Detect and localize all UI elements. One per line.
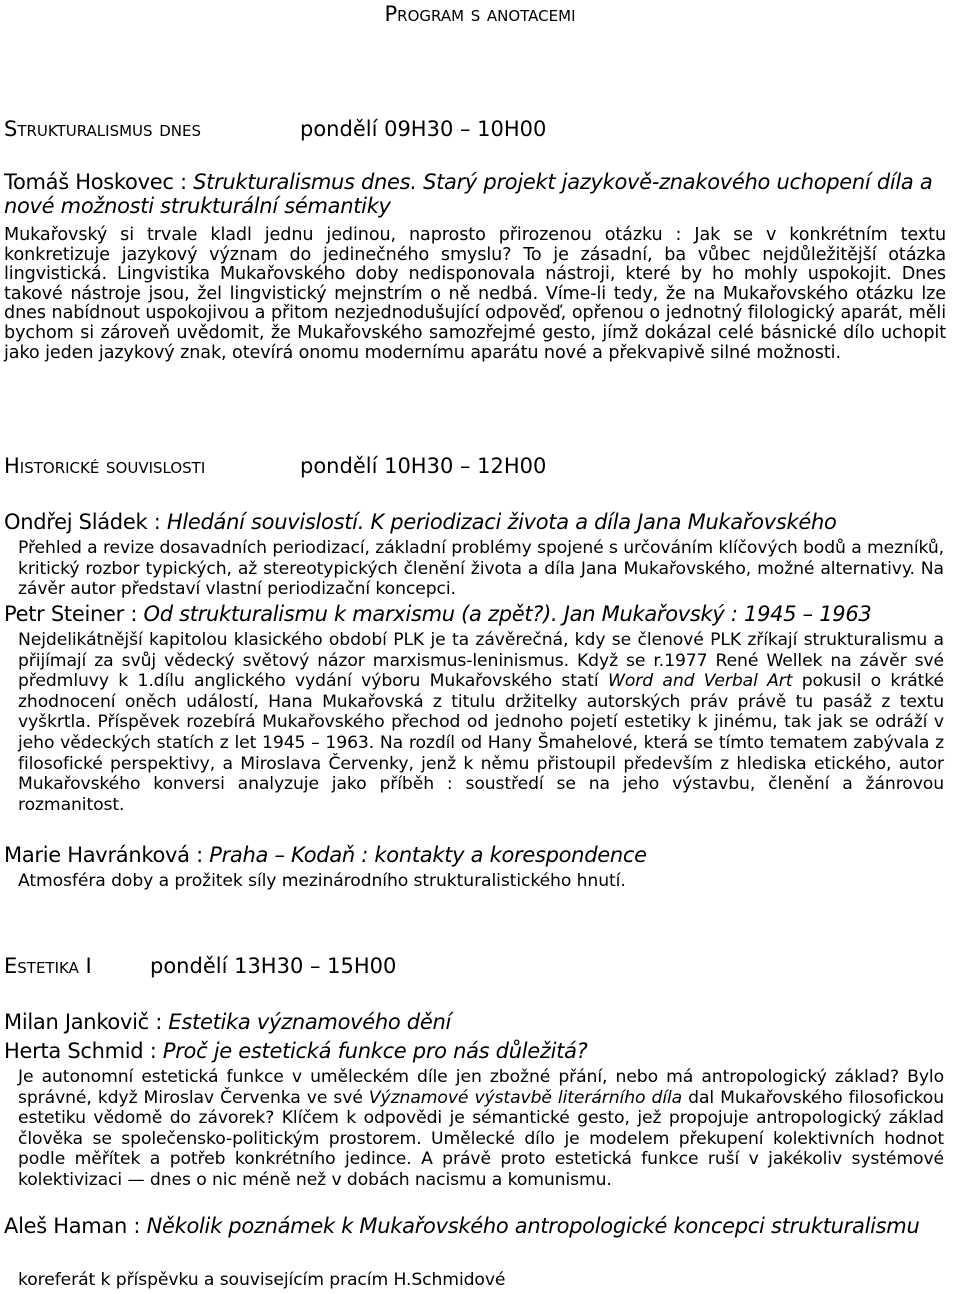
abstract-text: pokusil o krátké zhodnocení oněch událostí, Hana Mukařovská z titulu držitelky autorských práv právě tu pasáž z textu vyškrtla. Příspěvek rozebírá Mukařovského přechod od jednoho pojetí estetiky k jinému, tak jak se odráží v jeho vědeckých statích z let 1945 – 1963. Na rozdíl od Hany Šmahelové, která se tímto tematem zabývala z filosofické perspektivy, a Miroslava Červenky, jenž k němu přistoupil především z hlediska etického, autor Mukařovského konversi analyzuje jako příběh : soustředí se na jeho výstavbu, členění a žánrovou rozmanitost.	[18, 671, 944, 815]
talk-title: Estetika významového dění	[168, 1010, 451, 1034]
talk-title: Proč je estetická funkce pro nás důležitá?	[162, 1039, 588, 1063]
talk-title: Hledání souvislostí. K periodizaci života a díla Jana Mukařovského	[166, 510, 837, 534]
talk-speaker: Ondřej Sládek :	[4, 510, 167, 534]
section-time: pondělí 13H30 – 15H00	[150, 954, 397, 978]
section-time: pondělí 10H30 – 12H00	[300, 454, 547, 478]
section-heading-historicke-souvislosti	[4, 453, 547, 479]
section-name: Historické souvislosti	[4, 454, 206, 478]
talk-abstract-hoskovec: Mukařovský si trvale kladl jednu jedinou, naprosto přirozenou otázku : Jak se v konkrétním textu konkretizuje jazykový význam do jedinečného smyslu? To je zásadní, ba vůbec nejdůležitější otázka lingvistická. Lingvistika Mukařovského doby nedisponovala nástroji, které by ho mohly uspokojit. Dnes takové nástroje jsou, žel lingvistický mejnstrím o ně nedbá. Víme-li tedy, že na Mukařovského otázku lze dnes nabídnout uspokojivou a přitom nezjednodušující odpověď, opřenou o jednotný filologický aparát, měli bychom si zároveň uvědomit, že Mukařovského samozřejmé gesto, jímž dokázal celé básnické dílo uchopit jako jeden jazykový znak, otevírá onomu modernímu aparátu nové a překvapivě silné možnosti.	[4, 225, 946, 363]
talk-abstract-steiner	[18, 630, 944, 815]
abstract-cited-title: Významové výstavbě literárního díla	[368, 1087, 683, 1108]
abstract-text: Je autonomní estetická funkce v uměleckém díle jen zbožné přání, nebo má antropologický základ? Bylo správné, když Miroslav Červenka ve své	[18, 1067, 944, 1108]
talk-title-sladek	[4, 510, 954, 534]
talk-abstract-sladek: Přehled a revize dosavadních periodizací, základní problémy spojené s určováním klíčových bodů a mezníků, kritický rozbor typických, až stereotypických členění života a díla Jana Mukařovského, možné alternativy. Na závěr autor představí vlastní periodizační koncepci.	[18, 538, 944, 600]
talk-title-havrankova	[4, 843, 954, 867]
talk-title: Praha – Kodaň : kontakty a korespondence	[209, 843, 647, 867]
section-name: Strukturalismus dnes	[4, 117, 201, 141]
abstract-text: dal Mukařovského filosofickou estetiku vědomě do závorek? Klíčem k odpovědi je sémantické gesto, jež propojuje antropologický základ člověka se společensko-politickým prostorem. Umělecké dílo je modelem překupení kolektivních hodnot podle měřítek a potřeb konkrétního jedince. A právě proto estetická funkce ruší v jakékoliv systémové kolektivizaci — dnes o nic méně než v dobách nacismu a komunismu.	[18, 1087, 945, 1190]
talk-speaker: Milan Jankovič :	[4, 1010, 169, 1034]
talk-title-hoskovec	[4, 170, 954, 218]
section-heading-strukturalismus	[4, 116, 547, 142]
section-time: pondělí 09H30 – 10H00	[300, 117, 547, 141]
abstract-cited-title: Word and Verbal Art	[607, 671, 793, 692]
talk-speaker: Tomáš Hoskovec :	[4, 170, 194, 194]
talk-speaker: Herta Schmid :	[4, 1039, 163, 1063]
talk-abstract-havrankova: Atmosféra doby a prožitek síly mezinárodního strukturalistického hnutí.	[18, 871, 626, 891]
talk-abstract-schmid	[18, 1067, 944, 1191]
section-name: Estetika I	[4, 954, 92, 978]
talk-title-schmid	[4, 1039, 954, 1063]
talk-title-steiner	[4, 602, 954, 626]
talk-speaker: Marie Havránková :	[4, 843, 210, 867]
talk-speaker: Aleš Haman :	[4, 1214, 147, 1238]
talk-speaker: Petr Steiner :	[4, 602, 144, 626]
talk-title-jankovic	[4, 1010, 954, 1034]
abstract-text: Nejdelikátnější kapitolou klasického období PLK je ta závěrečná, kdy se členové PLK zříkají strukturalismu a přijímají za svůj vědecký světový názor marxismus-leninismus. Když se r.1977 René Wellek na závěr své předmluvy k 1.dílu anglického vydání výboru Mukařovského statí	[18, 630, 944, 692]
talk-abstract-haman: koreferát k příspěvku a souvisejícím pracím H.Schmidové	[18, 1270, 506, 1290]
talk-title: Od strukturalismu k marxismu (a zpět?). Jan Mukařovský : 1945 – 1963	[143, 602, 872, 626]
section-heading-estetika-i	[4, 953, 397, 979]
talk-title: Strukturalismus dnes. Starý projekt jazykově-znakového uchopení díla a nové možnosti strukturální sémantiky	[4, 170, 933, 218]
talk-title: Několik poznámek k Mukařovského antropologické koncepci strukturalismu	[146, 1214, 920, 1238]
page-title: Program s anotacemi	[384, 2, 576, 26]
talk-title-haman	[4, 1214, 954, 1238]
